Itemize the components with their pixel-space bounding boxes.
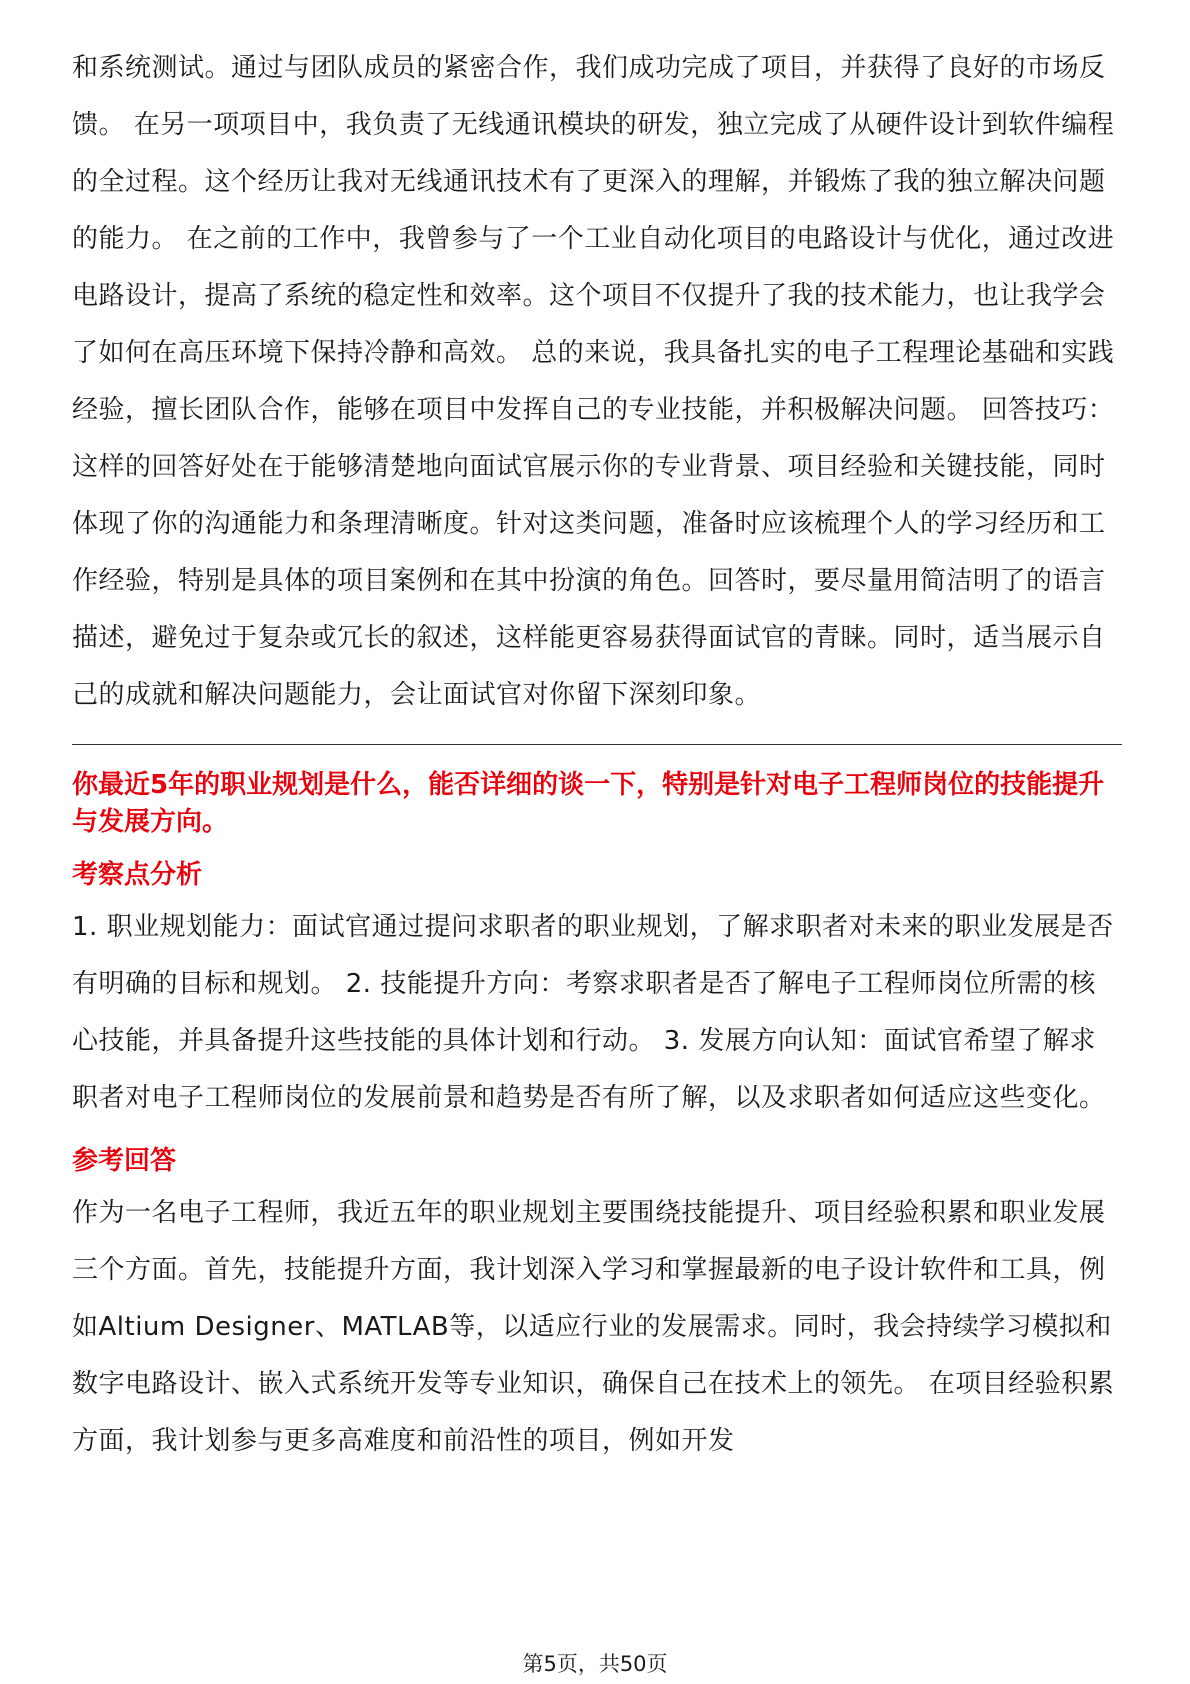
answer-title: 参考回答 [72,1146,177,1176]
answer-body: 作为一名电子工程师，我近五年的职业规划主要围绕技能提升、项目经验积累和职业发展三个方面。首先，技能提升方面，我计划深入学习和掌握最新的电子设计软件和工具，例如Altium Designer、MATLAB等，以适应行业的发展需求。同时，我会持续学习模拟和数字电路设计、嵌入式系统开发等专业知识，确保自己在技术上的领先。 在项目经验积累方面，我计划参与更多高难度和前沿性的项目，例如开发 [72,1198,1115,1456]
section-divider [72,744,1122,745]
page-footer: 第5页，共50页 [522,1652,668,1676]
section-spacer [72,1127,1122,1141]
question-heading: 你最近5年的职业规划是什么，能否详细的谈一下，特别是针对电子工程师岗位的技能提升与发展方向。 [72,770,1105,837]
document-page [72,0,1122,1470]
intro-paragraph: 和系统测试。通过与团队成员的紧密合作，我们成功完成了项目，并获得了良好的市场反馈。 在另一项项目中，我负责了无线通讯模块的研发，独立完成了从硬件设计到软件编程的全过程。这个经历让我对无线通讯技术有了更深入的理解，并锻炼了我的独立解决问题的能力。 在之前的工作中，我曾参与了一个工业自动化项目的电路设计与优化，通过改进电路设计，提高了系统的稳定性和效率。这个项目不仅提升了我的技术能力，也让我学会了如何在高压环境下保持冷静和高效。 总的来说，我具备扎实的电子工程理论基础和实践经验，擅长团队合作，能够在项目中发挥自己的专业技能，并积极解决问题。 回答技巧： 这样的回答好处在于能够清楚地向面试官展示你的专业背景、项目经验和关键技能，同时体现了你的沟通能力和条理清晰度。针对这类问题，准备时应该梳理个人的学习经历和工作经验，特别是具体的项目案例和在其中扮演的角色。回答时，要尽量用简洁明了的语言描述，避免过于复杂或冗长的叙述，这样能更容易获得面试官的青睐。同时，适当展示自己的成就和解决问题能力，会让面试官对你留下深刻印象。 [72,53,1115,710]
analysis-body: 1. 职业规划能力：面试官通过提问求职者的职业规划，了解求职者对未来的职业发展是否有明确的目标和规划。 2. 技能提升方向：考察求职者是否了解电子工程师岗位所需的核心技能，并具备提升这些技能的具体计划和行动。 3. 发展方向认知：面试官希望了解求职者对电子工程师岗位的发展前景和趋势是否有所了解，以及求职者如何适应这些变化。 [72,912,1114,1113]
analysis-title: 考察点分析 [72,860,203,890]
